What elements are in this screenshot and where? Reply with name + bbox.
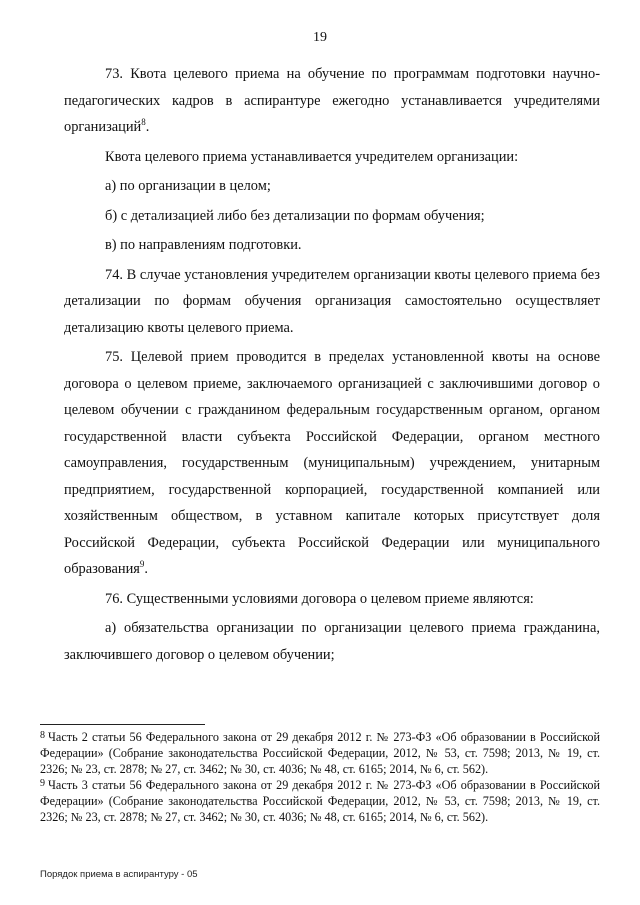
footnotes xyxy=(40,729,600,825)
footnote-ref-8: 8 xyxy=(141,117,146,127)
footnote-text: Часть 3 статьи 56 Федерального закона от 29 декабря 2012 г. № 273-ФЗ «Об образовании в Российской Федерации» (Собрание законодательства Российской Федерации, 2012, № 53, ст. 7598; 2013, № 19, ст. 2326; № 23, ст. 2878; № 27, ст. 3462; № 30, ст. 4036; № 48, ст. 6165; 2014, № 6, ст. 562). xyxy=(40,778,600,824)
list-item-b: б) с детализацией либо без детализации по формам обучения; xyxy=(105,207,485,224)
paragraph-text: 75. Целевой прием проводится в пределах установленной квоты на основе договора о целевом приеме, заключаемого организацией с заключившими договор о целевом обучении с гражданином федеральным государственным органом, органом государственной власти субъекта Российской Федерации, органом местного самоуправления, государственным (муниципальным) учреждением, унитарным предприятием, государственной корпорацией, государственной компанией или хозяйственным обществом, в уставном капитале которых присутствует доля Российской Федерации, субъекта Российской Федерации или муниципального образования xyxy=(64,349,600,577)
footnote-ref-9: 9 xyxy=(139,559,145,569)
footnote-mark: 8 xyxy=(40,730,45,741)
list-item-v: в) по направлениям подготовки. xyxy=(105,237,302,253)
paragraph-73 xyxy=(64,61,600,141)
paragraph-75 xyxy=(64,344,600,583)
list-item-a: а) по организации в целом; xyxy=(105,178,271,194)
paragraph-text: 73. Квота целевого приема на обучение по программам подготовки научно-педагогических кадров в аспирантуре ежегодно устанавливается учредителями организаций xyxy=(64,66,600,135)
footnote-text: Часть 2 статьи 56 Федерального закона от 29 декабря 2012 г. № 273-ФЗ «Об образовании в Российской Федерации» (Собрание законодательства Российской Федерации, 2012, № 53, ст. 7598; 2013, № 19, ст. 2326; № 23, ст. 2878; № 27, ст. 3462; № 30, ст. 4036; № 48, ст. 6165; 2014, № 6, ст. 562). xyxy=(40,730,600,776)
document-body xyxy=(64,61,600,671)
page-number: 19 xyxy=(313,30,327,45)
paragraph-74: 74. В случае установления учредителем организации квоты целевого приема без детализации по формам обучения организация самостоятельно осуществляет детализацию квоты целевого приема. xyxy=(64,266,600,336)
page-footer: Порядок приема в аспирантуру - 05 xyxy=(40,869,198,880)
footnote-mark: 9 xyxy=(40,778,45,789)
list-item-76-a: а) обязательства организации по организации целевого приема гражданина, заключившего договор о целевом обучении; xyxy=(64,620,600,663)
footnote-9 xyxy=(40,777,600,825)
paragraph-76: 76. Существенными условиями договора о целевом приеме являются: xyxy=(105,590,534,607)
footnote-8 xyxy=(40,729,600,777)
paragraph-quota-intro: Квота целевого приема устанавливается учредителем организации: xyxy=(105,148,519,165)
paragraph-tail: . xyxy=(145,119,150,135)
paragraph-tail: . xyxy=(144,561,149,577)
footnote-separator xyxy=(40,724,205,725)
